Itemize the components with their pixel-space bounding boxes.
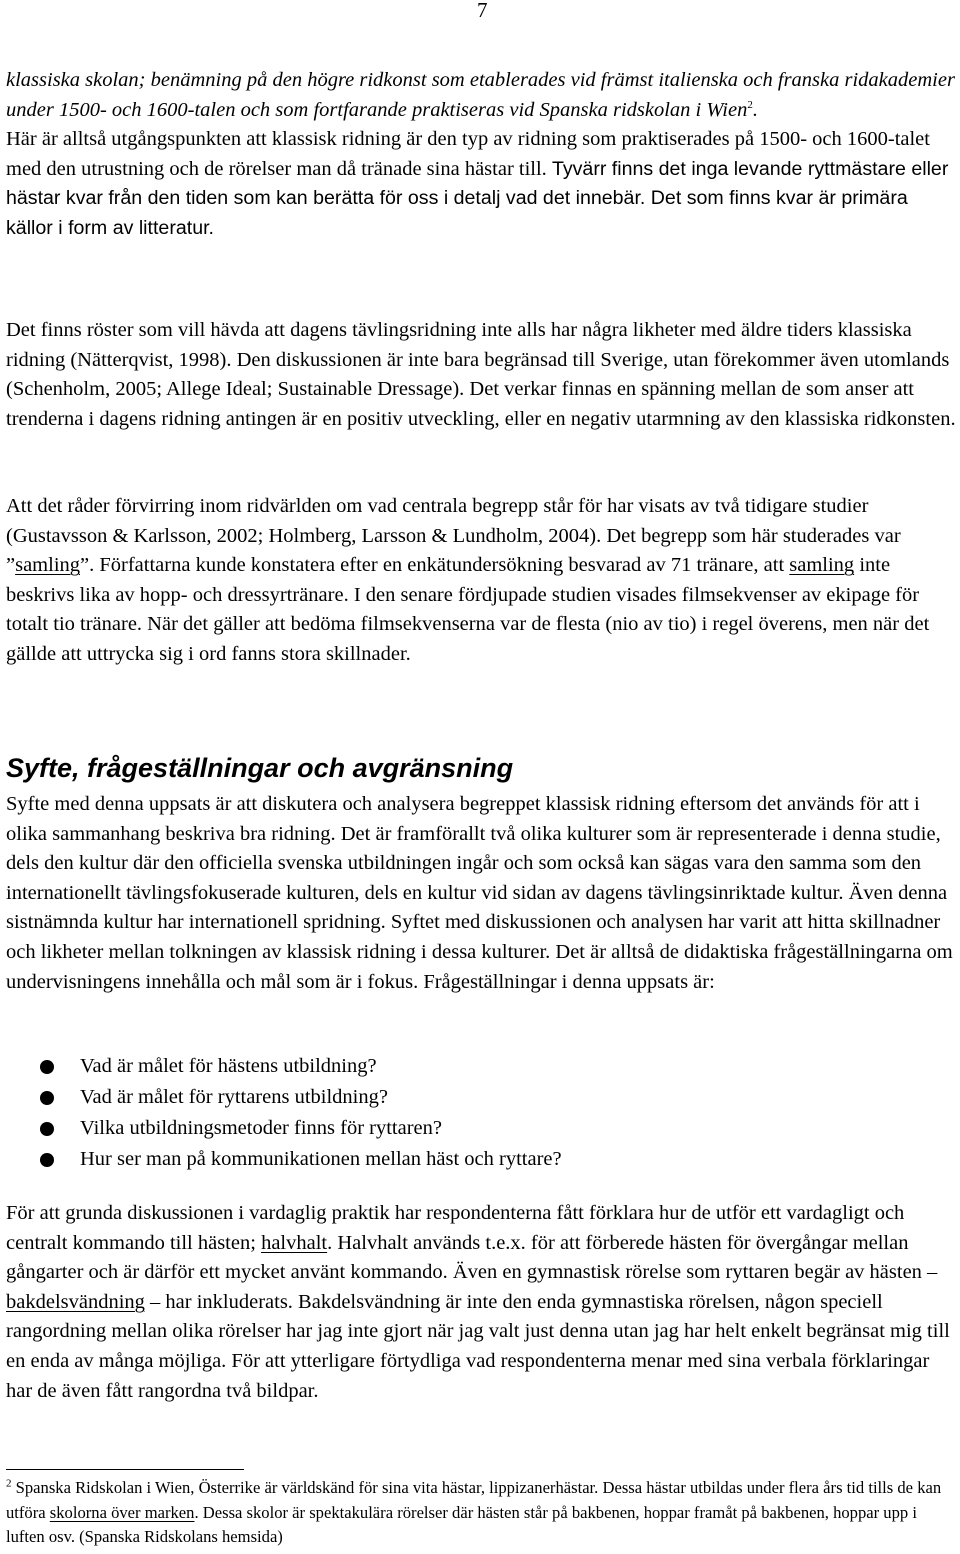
paragraph-purpose: Syfte med denna uppsats är att diskutera och analysera begreppet klassisk ridning eftersom det används för att i olika sammanhang beskriva bra ridning. Det är framförallt två olika kulturer som är representerade i denna studie, dels den kultur där den officiella svenska utbildningen ingår och som också kan sägas vara den samma som den internationellt tävlingsfokuserade kulturen, dels en kultur vid sidan av dagens tävlingsinriktade kultur. Även denna sistnämnda kultur har internationell spridning. Syftet med diskussionen och analysen har varit att hitta skillnadner och likheter mellan tolkningen av klassisk ridning i dessa kulturer. Det är alltså de didaktiska frågeställningarna om undervisningens innehålla och mål som är i fokus. Frågeställningar i denna uppsats är: bbox=[6, 793, 953, 993]
bullet-icon bbox=[40, 1153, 54, 1167]
footnote-part-a: Spanska Ridskolan i Wien, Österrike är världskänd för sina vita hästar, lippizanerhästar. Dessa hästar utbildas under flera års tid tills de kan utföra bbox=[6, 1478, 942, 1522]
question-text: Vilka utbildningsmetoder finns för ryttaren? bbox=[80, 1117, 442, 1139]
paragraph-confusion-part-a: Att det råder förvirring inom ridvärlden om vad centrala begrepp står för har visats av två tidigare studier (Gustavsson & Karlsson, 2002; Holmberg, Larsson & Lundholm, 2004). Det begrepp som här studerades var ” bbox=[6, 495, 901, 577]
bullet-icon bbox=[40, 1091, 54, 1105]
paragraph-confusion-part-b: ”. Författarna kunde konstatera efter en enkätundersökning besvarad av 71 tränare, att bbox=[80, 554, 790, 577]
term-skolorna-over-marken: skolorna över marken bbox=[49, 1502, 195, 1522]
paragraph-confusion-part-c: inte beskrivs lika av hopp- och dressyrtränare. I den senare fördjupade studien visades filmsekvenser av ekipage för totalt tio tränare. När det gäller att bedöma filmsekvenserna var de flesta (nio av tio) i regel överens, men när det gällde att uttrycka sig i ord fanns stora skillnader. bbox=[6, 554, 930, 665]
paragraph-no-living-masters: Tyvärr finns det inga levande ryttmästare eller hästar kvar från den tiden som kan berätta för oss i detalj vad det innebär. Det som finns kvar är primära källor i form av litteratur. bbox=[6, 157, 949, 239]
paragraph-confusion bbox=[6, 492, 956, 670]
term-samling-2: samling bbox=[789, 554, 855, 577]
term-samling: samling bbox=[15, 554, 81, 577]
footnote-separator bbox=[6, 1469, 244, 1470]
definition-tail: . bbox=[752, 98, 758, 121]
question-text: Hur ser man på kommunikationen mellan häst och ryttare? bbox=[80, 1148, 562, 1170]
question-text: Vad är målet för ryttarens utbildning? bbox=[80, 1086, 388, 1108]
paragraph-starting-point: Här är alltså utgångspunkten att klassisk ridning är den typ av ridning som praktiserades på 1500- och 1600-talet med den utrustning och de rörelser man då tränade sina hästar till. bbox=[6, 128, 930, 180]
list-item bbox=[0, 1051, 562, 1082]
paragraph-practice-part-b: . Halvhalt används t.e.x. för att förberede hästen för övergångar mellan gångarter och är därför ett mycket använt kommando. Även en gymnastisk rörelse som ryttaren begär av hästen – bbox=[6, 1231, 938, 1284]
paragraph-practice bbox=[6, 1199, 956, 1406]
bullet-icon bbox=[40, 1060, 54, 1074]
footnote-part-b: . Dessa skolor är spektakulära rörelser där hästen står på bakbenen, hoppar framåt på bakbenen, hoppar upp i luften osv. (Spanska Ridskolans hemsida) bbox=[6, 1502, 917, 1546]
footnote-reference: 2 bbox=[747, 98, 753, 111]
list-item bbox=[0, 1113, 562, 1144]
paragraph-practice-part-a: För att grunda diskussionen i vardaglig praktik har respondenterna fått förklara hur de utför ett vardagligt och centralt kommando till hästen; bbox=[6, 1202, 905, 1254]
paragraph-practice-part-c: – har inkluderats. Bakdelsvändning är inte den enda gymnastiska rörelsen, någon speciell rangordning mellan olika rörelser har jag inte gjort när jag valt just denna utan jag har helt enkelt begränsat mig till en enda av många möjliga. För att ytterligare förtydliga vad respondenterna menar med sina verbala förklaringar har de även fått rangordna två bildpar. bbox=[6, 1290, 950, 1402]
list-item bbox=[0, 1082, 562, 1113]
research-questions-list bbox=[0, 1051, 562, 1175]
question-text: Vad är målet för hästens utbildning? bbox=[80, 1055, 377, 1077]
term-halvhalt: halvhalt bbox=[261, 1231, 328, 1254]
page-number: 7 bbox=[477, 0, 488, 22]
section-heading: Syfte, frågeställningar och avgränsning bbox=[6, 753, 514, 783]
term-bakdelsvandning: bakdelsvändning bbox=[6, 1290, 145, 1313]
list-item bbox=[0, 1144, 562, 1175]
paragraph-definition bbox=[6, 66, 956, 244]
definition-text: klassiska skolan; benämning på den högre ridkonst som etablerades vid främst italienska och franska ridakademier under 1500- och 1600-talen och som fortfarande praktiseras vid Spanska ridskolan i Wien bbox=[6, 69, 955, 121]
footnote-number: 2 bbox=[6, 1477, 12, 1490]
bullet-icon bbox=[40, 1122, 54, 1136]
paragraph-voices: Det finns röster som vill hävda att dagens tävlingsridning inte alls har några likheter med äldre tiders klassiska ridning (Nätterqvist, 1998). Den diskussionen är inte bara begränsad till Sverige, utan förekommer även utomlands (Schenholm, 2005; Allege Ideal; Sustainable Dressage). Det verkar finnas en spänning mellan de som anser att trenderna i dagens ridning antingen är en positiv utveckling, eller en negativ utarmning av den klassiska ridkonsten. bbox=[6, 319, 956, 430]
footnote bbox=[6, 1476, 958, 1550]
